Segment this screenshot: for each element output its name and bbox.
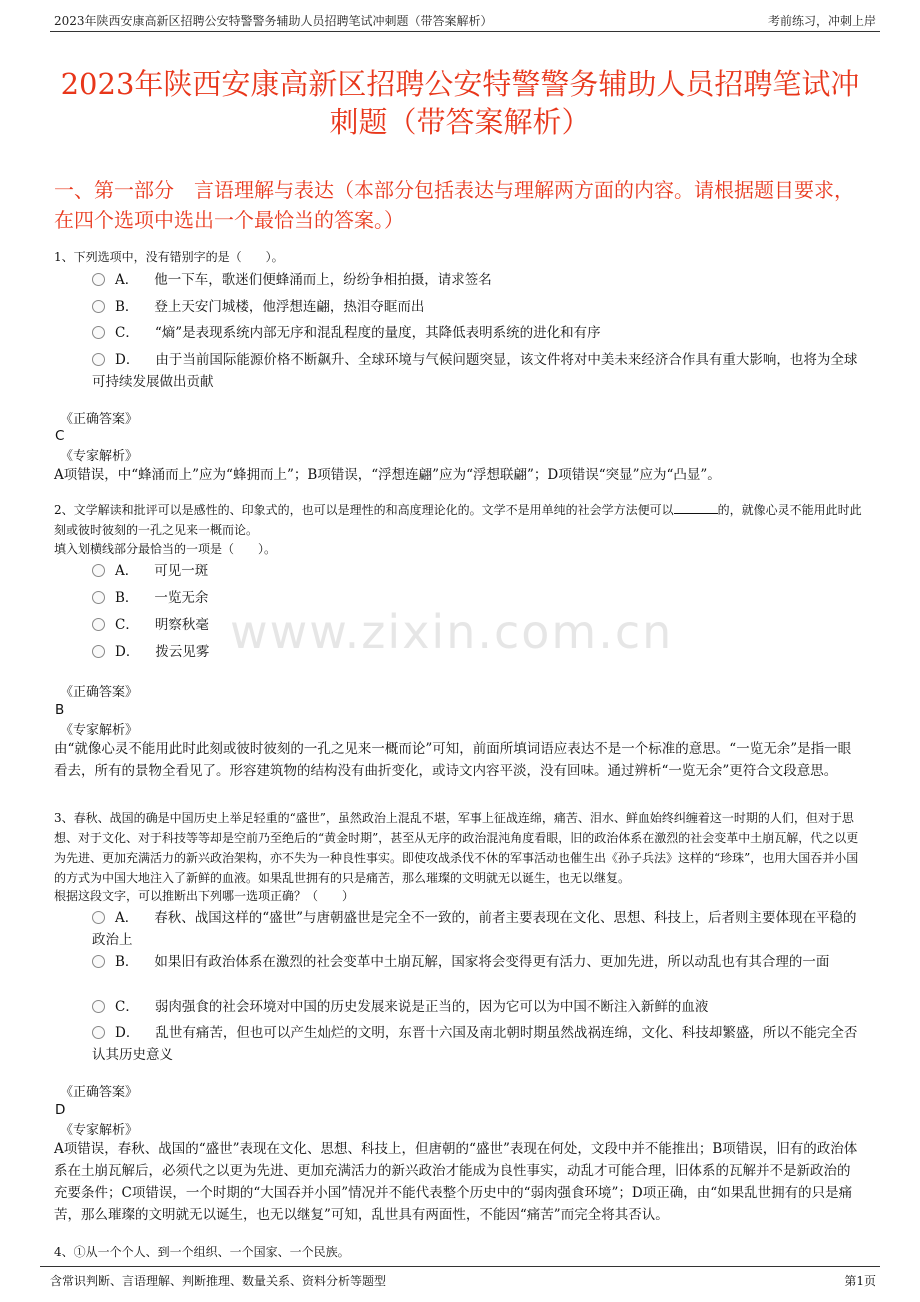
answer-label: 《正确答案》 [60,1085,139,1100]
radio-icon[interactable] [92,1026,105,1039]
radio-icon[interactable] [92,1000,105,1013]
answer-label: 《正确答案》 [60,685,139,700]
radio-icon[interactable] [92,564,105,577]
question-2-stem: 2、文学解读和批评可以是感性的、印象式的，也可以是理性的和高度理论化的。文学不是用单纯的社会学方法便可以 的，就像心灵不能用此时此刻或彼时彼刻的一孔之见来一概而论。 [54,503,862,537]
question-4-stem: 4、①从一个个人、到一个组织、一个国家、一个民族。 [54,1245,350,1259]
question-3-stem: 3、春秋、战国的确是中国历史上举足轻重的“盛世”，虽然政治上混乱不堪，军事上征战连绵，痛苦、泪水、鲜血始终纠缠着这一时期的人们，但对于思想、对于文化、对于科技等等却是空前乃至绝后的“黄金时期”，甚至从无序的政治混沌角度看眼，旧的政治体系在激烈的社会变革中土崩瓦解，代之以更为先进、更加充满活力的新兴政治架构，亦不失为一种良性事实。即使攻战杀伐不休的军事活动也催生出《孙子兵法》这样的“珍珠”，也用大国吞并小国的方式为中国大地注入了新鲜的血液。如果乱世拥有的只是痛苦，那么璀璨的文明就无以诞生，也无以继复。 [54,811,859,885]
radio-icon[interactable] [92,353,105,366]
question-2-option-a[interactable]: A． 可见一斑 [92,560,862,582]
radio-icon[interactable] [92,326,105,339]
question-1-stem: 1、下列选项中，没有错别字的是（ ）。 [54,250,284,264]
question-3-option-c[interactable]: C． 弱肉强食的社会环境对中国的历史发展来说是正当的，因为它可以为中国不断注入新鲜的血液 [92,996,862,1018]
question-1-option-c[interactable]: C． “熵”是表现系统内部无序和混乱程度的量度，其降低表明系统的进化和有序 [92,322,862,344]
fill-in-blank [674,501,718,514]
radio-icon[interactable] [92,955,105,968]
question-3-prompt: 根据这段文字，可以推断出下列哪一选项正确？（ ） [54,889,355,903]
question-2-analysis: 由“就像心灵不能用此时此刻或彼时彼刻的一孔之见来一概而论”可知，前面所填词语应表达不是一个标准的意思。“一览无余”是指一眼看去，所有的景物全看见了。形容建筑物的结构没有曲折变化，或诗文内容平淡，没有回味。通过辨析“一览无余”更符合文段意思。 [54,741,852,779]
analysis-label: 《专家解析》 [60,1123,139,1138]
question-3-analysis: A项错误，春秋、战国的“盛世”表现在文化、思想、科技上，但唐朝的“盛世”表现在何处，文段中并不能推出；B项错误，旧有的政治体系在土崩瓦解后，必须代之以更为先进、更加充满活力的新兴政治才能成为良性事实，动乱才可能合理，旧体系的瓦解并不是新政治的充要条件；C项错误，一个时期的“大国吞并小国”情况并不能代表整个历史中的“弱肉强食环境”；D项正确，由“如果乱世拥有的只是痛苦，那么璀璨的文明就无以诞生，也无以继复”可知，乱世具有两面性，不能因“痛苦”而完全将其否认。 [54,1141,858,1223]
question-3-option-a[interactable]: A． 春秋、战国这样的“盛世”与唐朝盛世是完全不一致的，前者主要表现在文化、思想、科技上，后者则主要体现在平稳的政治上 [92,910,857,948]
question-3-option-b[interactable]: B． 如果旧有政治体系在激烈的社会变革中土崩瓦解，国家将会变得更有活力、更加先进，所以动乱也有其合理的一面 [92,951,862,973]
footer-note: 含常识判断、言语理解、判断推理、数量关系、资料分析等题型 [50,1274,387,1288]
analysis-label: 《专家解析》 [60,723,139,738]
question-1-option-a[interactable]: A． 他一下车，歌迷们便蜂涌而上，纷纷争相拍摄，请求签名 [92,269,862,291]
question-1-option-b[interactable]: B． 登上天安门城楼，他浮想连翩，热泪夺眶而出 [92,296,862,318]
section-heading: 一、第一部分 言语理解与表达（本部分包括表达与理解两方面的内容。请根据题目要求，在四个选项中选出一个最恰当的答案。） [54,178,854,232]
question-1-option-d[interactable]: D． 由于当前国际能源价格不断飙升、全球环境与气候问题突显，该文件将对中美未来经济合作具有重大影响，也将为全球可持续发展做出贡献 [92,352,858,390]
question-2-option-c[interactable]: C． 明察秋毫 [92,614,862,636]
footer-rule [40,1266,880,1267]
document-title: 2023年陕西安康高新区招聘公安特警警务辅助人员招聘笔试冲刺题（带答案解析） [60,67,860,140]
analysis-label: 《专家解析》 [60,449,139,464]
question-2-option-d[interactable]: D． 拨云见雾 [92,641,862,663]
question-2-option-b[interactable]: B． 一览无余 [92,587,862,609]
page-number: 第1页 [844,1274,876,1288]
question-1-analysis: A项错误，中“蜂涌而上”应为“蜂拥而上”；B项错误，“浮想连翩”应为“浮想联翩”；D项错误“突显”应为“凸显”。 [54,467,721,483]
watermark: www.zixin.com.cn [230,605,674,659]
radio-icon[interactable] [92,645,105,658]
radio-icon[interactable] [92,300,105,313]
question-3-option-d[interactable]: D． 乱世有痛苦，但也可以产生灿烂的文明，东晋十六国及南北朝时期虽然战祸连绵，文化、科技却繁盛，所以不能完全否认其历史意义 [92,1025,858,1063]
answer-label: 《正确答案》 [60,412,139,427]
header-rule [50,31,880,32]
page-header [0,0,920,28]
radio-icon[interactable] [92,591,105,604]
header-slogan: 考前练习，冲刺上岸 [767,14,876,28]
header-doc-title: 2023年陕西安康高新区招聘公安特警警务辅助人员招聘笔试冲刺题（带答案解析） [54,14,493,28]
radio-icon[interactable] [92,618,105,631]
radio-icon[interactable] [92,273,105,286]
question-2-answer: B [55,702,65,718]
question-3-answer: D [55,1102,66,1118]
question-1-answer: C [55,428,65,444]
radio-icon[interactable] [92,911,105,924]
question-2-prompt: 填入划横线部分最恰当的一项是（ ）。 [54,542,277,556]
